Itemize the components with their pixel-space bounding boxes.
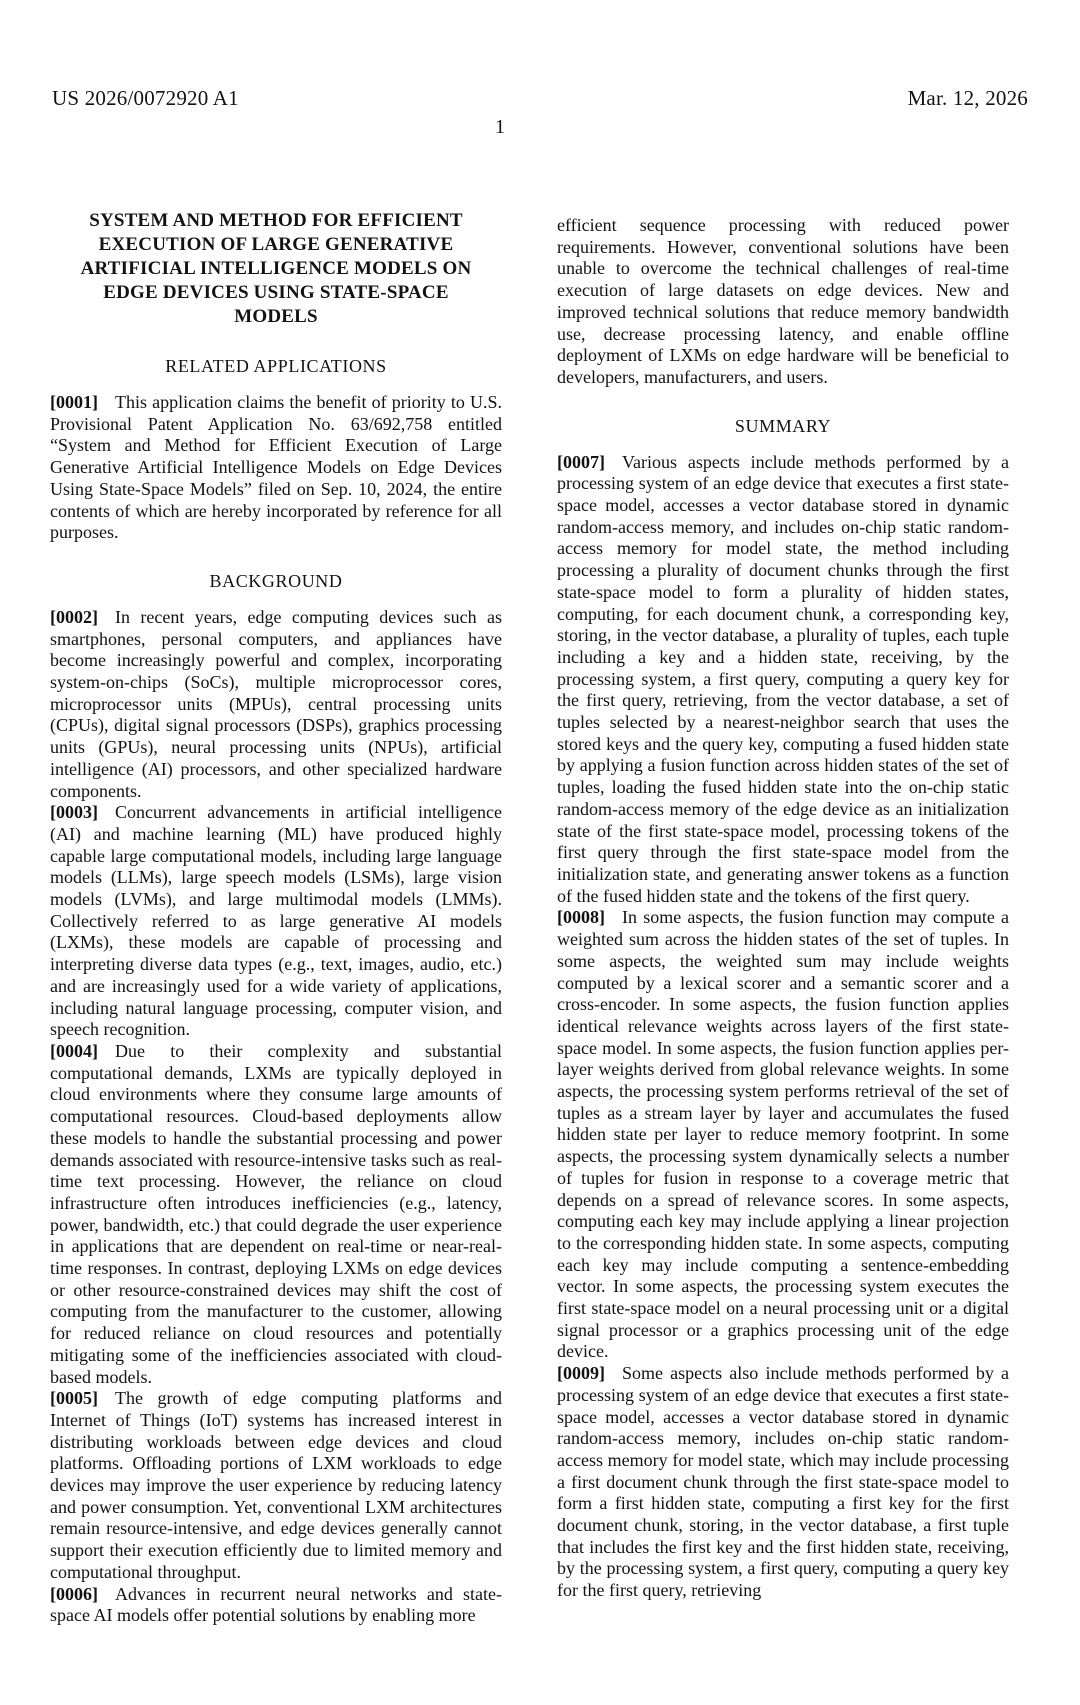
paragraph-0006-continuation: efficient sequence processing with reduced power requirements. However, conventional solutions have been unable to overcome the technical challenges of real-time execution of large datasets on edge devices. New and improved technical solutions that reduce memory bandwidth use, decrease processing latency, and enable offline deployment of LXMs on edge hardware will be beneficial to developers, manufacturers, and users.	[557, 215, 1009, 387]
paragraph-0007	[557, 452, 1009, 908]
paragraph-text-0005: The growth of edge computing platforms and Internet of Things (IoT) systems has increased interest in distributing workloads between edge devices and cloud platforms. Offloading portions of LXM workloads to edge devices may improve the user experience by reducing latency and power consumption. Yet, conventional LXM architectures remain resource-intensive, and edge devices generally cannot support their execution efficiently due to limited memory and computational throughput.	[50, 1388, 502, 1582]
paragraph-text-0003: Concurrent advancements in artificial intelligence (AI) and machine learning (ML) have produced highly capable large computational models, including large language models (LLMs), large speech models (LSMs), large vision models (LVMs), and large multimodal models (LMMs). Collectively referred to as large generative AI models (LXMs), these models are capable of processing and interpreting diverse data types (e.g., text, images, audio, etc.) and are increasingly used for a wide variety of applications, including natural language processing, computer vision, and speech recognition.	[50, 802, 502, 1040]
paragraph-number-0009: [0009]	[557, 1363, 605, 1384]
paragraph-text-0008: In some aspects, the fusion function may compute a weighted sum across the hidden states of the set of tuples. In some aspects, the weighted sum may include weights computed by a lexical scorer and a semantic scorer and a cross-encoder. In some aspects, the fusion function applies identical relevance weights across layers of the first state-space model. In some aspects, the fusion function applies per-layer weights derived from global relevance weights. In some aspects, the processing system performs retrieval of the set of tuples as a stream layer by layer and accumulates the fused hidden state per layer to reduce memory footprint. In some aspects, the processing system dynamically selects a number of tuples for fusion in response to a coverage metric that depends on a spread of relevance scores. In some aspects, computing each key may include applying a linear projection to the corresponding hidden state. In some aspects, computing each key may include computing a sentence-embedding vector. In some aspects, the processing system executes the first state-space model on a neural processing unit or a digital signal processor or a graphics processing unit of the edge device.	[557, 907, 1009, 1362]
paragraph-number-0003: [0003]	[50, 802, 98, 823]
paragraph-number-0008: [0008]	[557, 907, 605, 928]
paragraph-0004	[50, 1041, 502, 1388]
section-heading-background: BACKGROUND	[209, 570, 343, 591]
paragraph-number-0006: [0006]	[50, 1583, 98, 1604]
paragraph-text-0002: In recent years, edge computing devices such as smartphones, personal computers, and appliances have become increasingly powerful and complex, incorporating system-on-chips (SoCs), multiple microprocessor cores, microprocessor units (MPUs), central processing units (CPUs), digital signal processors (DSPs), graphics processing units (GPUs), neural processing units (NPUs), artificial intelligence (AI) processors, and other specialized hardware components.	[50, 606, 502, 801]
paragraph-text-0004: Due to their complexity and substantial computational demands, LXMs are typically deployed in cloud environments where they consume large amounts of computational resources. Cloud-based deployments allow these models to handle the substantial processing and power demands associated with resource-intensive tasks such as real-time text processing. However, the reliance on cloud infrastructure often introduces inefficiencies (e.g., latency, power, bandwidth, etc.) that could degrade the user experience in applications that are dependent on real-time or near-real-time responses. In contrast, deploying LXMs on edge devices or other resource-constrained devices may shift the cost of computing from the manufacturer to the customer, allowing for reduced reliance on cloud resources and potentially mitigating some of the inefficiencies associated with cloud-based models.	[50, 1040, 502, 1387]
right-column	[557, 205, 1009, 1602]
patent-title: SYSTEM AND METHOD FOR EFFICIENT EXECUTION OF LARGE GENERATIVE ARTIFICIAL INTELLIGENCE MODELS ON EDGE DEVICES USING STATE-SPACE MODELS	[80, 210, 472, 327]
paragraph-number-0005: [0005]	[50, 1388, 98, 1409]
paragraph-0002	[50, 607, 502, 802]
section-heading-summary: SUMMARY	[734, 415, 832, 436]
paragraph-number-0002: [0002]	[50, 606, 98, 627]
paragraph-number-0004: [0004]	[50, 1040, 98, 1061]
publication-number: US 2026/0072920 A1	[52, 86, 239, 110]
paragraph-0009	[557, 1363, 1009, 1602]
paragraph-0006	[50, 1584, 502, 1627]
paragraph-0008	[557, 907, 1009, 1363]
paragraph-0003	[50, 802, 502, 1041]
paragraph-number-0001: [0001]	[50, 392, 98, 412]
page-header	[52, 86, 1028, 111]
paragraph-text-0006: Advances in recurrent neural networks and state-space AI models offer potential solutions by enabling more	[50, 1583, 502, 1626]
page-number: 1	[495, 116, 505, 138]
paragraph-text-0001: This application claims the benefit of priority to U.S. Provisional Patent Application No. 63/692,758 entitled “System and Method for Efficient Execution of Large Generative Artificial Intelligence Models on Edge Devices Using State-Space Models” filed on Sep. 10, 2024, the entire contents of which are hereby incorporated by reference for all purposes.	[50, 392, 502, 543]
paragraph-text-0007: Various aspects include methods performed by a processing system of an edge device that executes a first state-space model, accesses a vector database stored in dynamic random-access memory, and includes on-chip static random-access memory for model state, the method including processing a plurality of document chunks through the first state-space model to form a plurality of hidden states, computing, for each document chunk, a corresponding key, storing, in the vector database, a plurality of tuples, each tuple including a key and a hidden state, receiving, by the processing system, a first query, computing a query key for the first query, retrieving, from the vector database, a set of tuples selected by a nearest-neighbor search that uses the stored keys and the query key, computing a fused hidden state by applying a fusion function across hidden states of the set of tuples, loading the fused hidden state into the on-chip static random-access memory of the edge device as an initialization state of the first state-space model, processing tokens of the first query through the first state-space model from the initialization state, and generating answer tokens as a function of the fused hidden state and the tokens of the first query.	[557, 451, 1009, 906]
publication-date: Mar. 12, 2026	[907, 86, 1028, 110]
left-column	[50, 205, 502, 1627]
section-heading-related-applications: RELATED APPLICATIONS	[165, 356, 387, 376]
paragraph-number-0007: [0007]	[557, 451, 605, 472]
paragraph-0005	[50, 1388, 502, 1583]
paragraph-0001	[50, 392, 502, 544]
paragraph-text-0009: Some aspects also include methods performed by a processing system of an edge device that executes a first state-space model, accesses a vector database stored in dynamic random-access memory, includes on-chip static random-access memory for model state, which may include processing a first document chunk through the first state-space model to form a first hidden state, computing a first key for the first document chunk, storing, in the vector database, a first tuple that includes the first key and the first hidden state, receiving, by the processing system, a first query, computing a query key for the first query, retrieving	[557, 1363, 1009, 1601]
